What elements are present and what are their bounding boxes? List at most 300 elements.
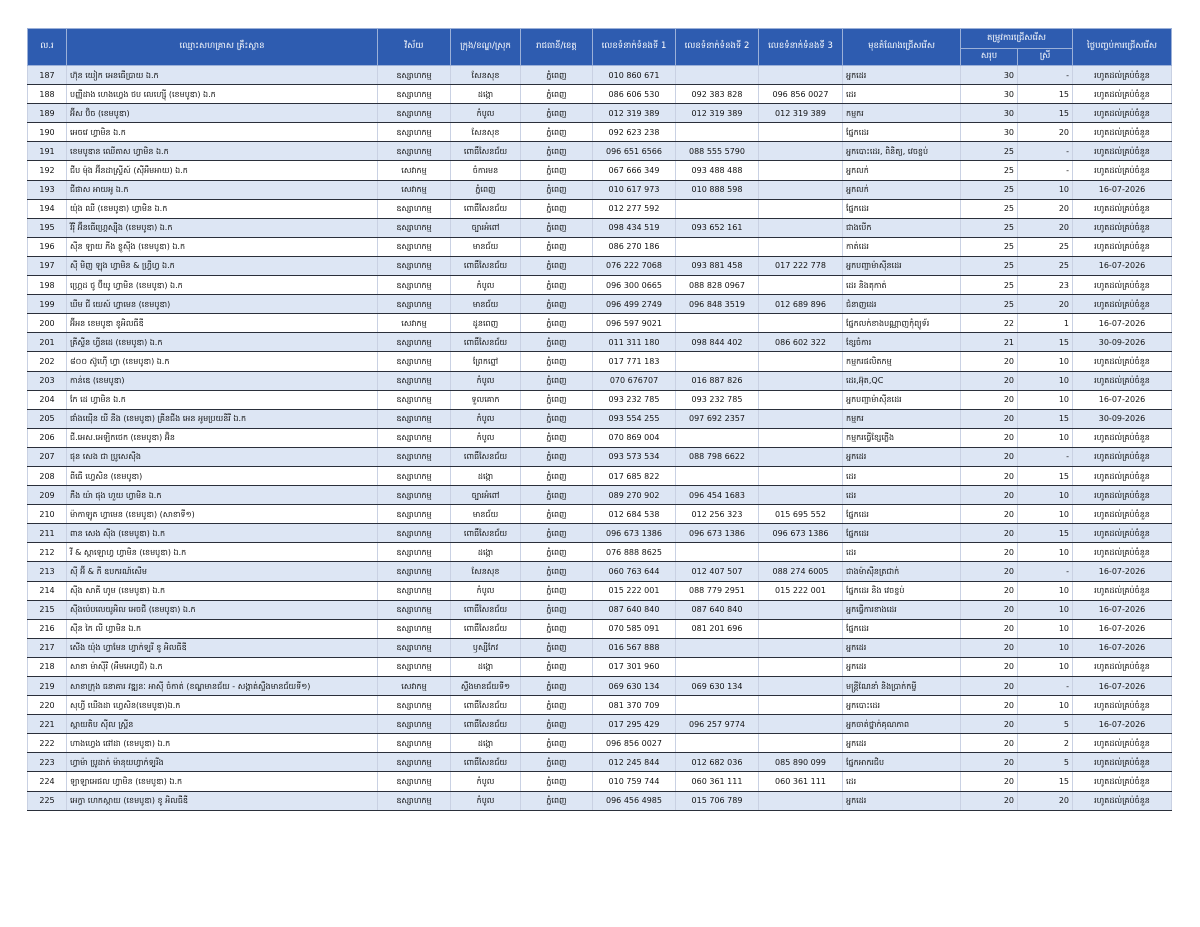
table-row	[28, 600, 1172, 619]
cell-district: ទួលគោក	[451, 390, 521, 409]
cell-no: 215	[28, 600, 67, 619]
cell-company: សាខាក្រុង ធនាគារ វឌ្ឍនៈ អាស៊ី ចំកាត់ (ខណ្ឌមានជ័យ - សង្កាត់ស្ទឹងមានជ័យទី១)	[67, 677, 378, 696]
cell-sector: ឧស្សាហកម្ម	[378, 524, 451, 543]
cell-company: ពាន សេង ស៊ីង (ខេមបូឌា) ឯ.ក	[67, 524, 378, 543]
cell-sector: ឧស្សាហកម្ម	[378, 543, 451, 562]
cell-no: 200	[28, 314, 67, 333]
cell-female: 5	[1018, 753, 1073, 772]
cell-phone1: 070 869 004	[593, 428, 676, 447]
cell-position: ខ្សែចំការ	[843, 333, 961, 352]
cell-total: 20	[961, 772, 1018, 791]
cell-female: 25	[1018, 256, 1073, 275]
cell-phone1: 016 567 888	[593, 638, 676, 657]
cell-total: 20	[961, 505, 1018, 524]
cell-no: 219	[28, 677, 67, 696]
cell-phone1: 076 222 7068	[593, 256, 676, 275]
table-row	[28, 314, 1172, 333]
cell-deadline: រហូតដល់គ្រប់ចំនួន	[1073, 352, 1172, 371]
cell-phone2: 093 232 785	[676, 390, 759, 409]
cell-female: 10	[1018, 505, 1073, 524]
cell-no: 198	[28, 276, 67, 295]
cell-deadline: រហូតដល់គ្រប់ចំនួន	[1073, 696, 1172, 715]
cell-total: 20	[961, 447, 1018, 466]
cell-total: 25	[961, 295, 1018, 314]
cell-deadline: 16-07-2026	[1073, 677, 1172, 696]
cell-phone2: 087 640 840	[676, 600, 759, 619]
cell-deadline: រហូតដល់គ្រប់ចំនួន	[1073, 85, 1172, 104]
cell-sector: ឧស្សាហកម្ម	[378, 581, 451, 600]
cell-position: ដេរ	[843, 85, 961, 104]
cell-phone3	[759, 696, 843, 715]
cell-deadline: រហូតដល់គ្រប់ចំនួន	[1073, 218, 1172, 237]
cell-company: បញ្ញីដាង ហេងហ្វេង ថប លេហ្ស៊ើ (ខេមបូឌា) ឯ.ក	[67, 85, 378, 104]
cell-district: កំបូល	[451, 276, 521, 295]
cell-phone2	[676, 352, 759, 371]
cell-total: 30	[961, 104, 1018, 123]
cell-sector: ឧស្សាហកម្ម	[378, 638, 451, 657]
cell-company: កាន់ឌេ (ខេមបូឌា)	[67, 371, 378, 390]
cell-total: 20	[961, 638, 1018, 657]
cell-company: វីរ៉ី អ៊ីនធើហ្គ្រេស្ស៊ីង (ខេមបូឌា) ឯ.ក	[67, 218, 378, 237]
cell-female: 15	[1018, 466, 1073, 485]
table-row	[28, 505, 1172, 524]
cell-district: ឫស្សីកែវ	[451, 638, 521, 657]
cell-position: ដេរ	[843, 772, 961, 791]
cell-deadline: រហូតដល់គ្រប់ចំនួន	[1073, 486, 1172, 505]
cell-company: ស៊ីន ឡាយ ភីង ខ្លូស៊ីង (ខេមបូឌា) ឯ.ក	[67, 237, 378, 256]
cell-company: ឡាឡាអេផល ហ្វាមិន (ខេមបូឌា) ឯ.ក	[67, 772, 378, 791]
cell-position: ដេរ	[843, 486, 961, 505]
cell-province: ភ្នំពេញ	[521, 524, 593, 543]
cell-phone1: 087 640 840	[593, 600, 676, 619]
cell-company: ជី.អេស.អេឡិកថេក (ខេមបូឌា) អ៊ិន	[67, 428, 378, 447]
cell-phone3: 096 673 1386	[759, 524, 843, 543]
cell-total: 20	[961, 600, 1018, 619]
cell-sector: ឧស្សាហកម្ម	[378, 256, 451, 275]
cell-female: 10	[1018, 390, 1073, 409]
cell-female: -	[1018, 447, 1073, 466]
cell-no: 205	[28, 409, 67, 428]
table-row	[28, 180, 1172, 199]
cell-total: 20	[961, 428, 1018, 447]
cell-total: 20	[961, 715, 1018, 734]
cell-deadline: រហូតដល់គ្រប់ចំនួន	[1073, 753, 1172, 772]
cell-position: អ្នកធ្វើការខាងដេរ	[843, 600, 961, 619]
cell-female: 20	[1018, 295, 1073, 314]
cell-female: -	[1018, 677, 1073, 696]
cell-province: ភ្នំពេញ	[521, 123, 593, 142]
cell-phone1: 070 585 091	[593, 619, 676, 638]
cell-no: 206	[28, 428, 67, 447]
cell-no: 189	[28, 104, 67, 123]
cell-province: ភ្នំពេញ	[521, 734, 593, 753]
cell-female: 10	[1018, 428, 1073, 447]
cell-phone3: 085 890 099	[759, 753, 843, 772]
cell-phone1: 012 245 844	[593, 753, 676, 772]
table-row	[28, 562, 1172, 581]
cell-phone1: 093 232 785	[593, 390, 676, 409]
cell-total: 20	[961, 696, 1018, 715]
cell-province: ភ្នំពេញ	[521, 619, 593, 638]
cell-province: ភ្នំពេញ	[521, 715, 593, 734]
cell-total: 20	[961, 677, 1018, 696]
cell-female: 10	[1018, 581, 1073, 600]
cell-company: ហ្គ្រេដ ថូ ប៊ីយូ ហ្វាមិន (ខេមបូឌា) ឯ.ក	[67, 276, 378, 295]
cell-position: ផ្នែកដេរ	[843, 123, 961, 142]
cell-province: ភ្នំពេញ	[521, 161, 593, 180]
cell-sector: ឧស្សាហកម្ម	[378, 600, 451, 619]
table-row	[28, 333, 1172, 352]
cell-phone2: 098 844 402	[676, 333, 759, 352]
cell-female: 20	[1018, 218, 1073, 237]
cell-no: 222	[28, 734, 67, 753]
cell-province: ភ្នំពេញ	[521, 657, 593, 676]
cell-phone1: 010 860 671	[593, 66, 676, 85]
cell-deadline: រហូតដល់គ្រប់ចំនួន	[1073, 543, 1172, 562]
table-row	[28, 734, 1172, 753]
cell-province: ភ្នំពេញ	[521, 505, 593, 524]
cell-position: អ្នកដេរ	[843, 734, 961, 753]
cell-deadline: រហូតដល់គ្រប់ចំនួន	[1073, 466, 1172, 485]
cell-sector: ឧស្សាហកម្ម	[378, 772, 451, 791]
cell-deadline: រហូតដល់គ្រប់ចំនួន	[1073, 581, 1172, 600]
cell-position: អ្នកបោះដេរ, ពិនិត្យ, វេចខ្ចប់	[843, 142, 961, 161]
cell-province: ភ្នំពេញ	[521, 486, 593, 505]
cell-no: 220	[28, 696, 67, 715]
cell-phone2	[676, 428, 759, 447]
table-row	[28, 581, 1172, 600]
cell-deadline: រហូតដល់គ្រប់ចំនួន	[1073, 772, 1172, 791]
cell-phone2: 093 881 458	[676, 256, 759, 275]
cell-female: 10	[1018, 543, 1073, 562]
cell-phone2: 012 319 389	[676, 104, 759, 123]
cell-phone2	[676, 696, 759, 715]
cell-no: 194	[28, 199, 67, 218]
cell-no: 190	[28, 123, 67, 142]
table-row	[28, 772, 1172, 791]
cell-province: ភ្នំពេញ	[521, 409, 593, 428]
cell-phone2	[676, 66, 759, 85]
cell-deadline: រហូតដល់គ្រប់ចំនួន	[1073, 161, 1172, 180]
cell-phone2	[676, 543, 759, 562]
cell-no: 203	[28, 371, 67, 390]
cell-no: 209	[28, 486, 67, 505]
cell-phone1: 096 597 9021	[593, 314, 676, 333]
cell-province: ភ្នំពេញ	[521, 562, 593, 581]
cell-female: 15	[1018, 409, 1073, 428]
cell-no: 224	[28, 772, 67, 791]
cell-total: 20	[961, 791, 1018, 810]
cell-deadline: 16-07-2026	[1073, 314, 1172, 333]
cell-female: 10	[1018, 180, 1073, 199]
cell-deadline: រហូតដល់គ្រប់ចំនួន	[1073, 237, 1172, 256]
cell-sector: ឧស្សាហកម្ម	[378, 333, 451, 352]
cell-company: ៨០០ ស៊ូហ៊ើ ហ្វា (ខេមបូឌា) ឯ.ក	[67, 352, 378, 371]
cell-deadline: រហូតដល់គ្រប់ចំនួន	[1073, 276, 1172, 295]
cell-position: កម្មករធ្វើខ្សែភ្លើង	[843, 428, 961, 447]
cell-company: ស៊ីន កៃ លី ហ្វាមិន ឯ.ក	[67, 619, 378, 638]
cell-position: ផ្នែកដេរ	[843, 505, 961, 524]
cell-no: 187	[28, 66, 67, 85]
cell-province: ភ្នំពេញ	[521, 314, 593, 333]
cell-phone2	[676, 237, 759, 256]
cell-deadline: រហូតដល់គ្រប់ចំនួន	[1073, 791, 1172, 810]
cell-female: 10	[1018, 638, 1073, 657]
cell-female: 20	[1018, 123, 1073, 142]
cell-female: 10	[1018, 696, 1073, 715]
cell-position: ដេរ និងតុកាត់	[843, 276, 961, 295]
cell-total: 25	[961, 199, 1018, 218]
cell-company: វី & ស្ពាឡោហ្វ ហ្វាមិន (ខេមបូឌា) ឯ.ក	[67, 543, 378, 562]
cell-total: 20	[961, 371, 1018, 390]
cell-deadline: រហូតដល់គ្រប់ចំនួន	[1073, 428, 1172, 447]
cell-company: អេចវេ ហ្វាមិន ឯ.ក	[67, 123, 378, 142]
cell-sector: ឧស្សាហកម្ម	[378, 295, 451, 314]
cell-phone1: 076 888 8625	[593, 543, 676, 562]
cell-phone1: 081 370 709	[593, 696, 676, 715]
table-row	[28, 371, 1172, 390]
cell-district: ពោធិ៍សែនជ័យ	[451, 600, 521, 619]
cell-total: 20	[961, 734, 1018, 753]
cell-total: 30	[961, 123, 1018, 142]
cell-district: ពោធិ៍សែនជ័យ	[451, 715, 521, 734]
cell-district: ពោធិ៍សែនជ័យ	[451, 753, 521, 772]
header-province: រាជធានី/ខេត្ត	[521, 29, 593, 66]
cell-phone3	[759, 314, 843, 333]
cell-sector: ឧស្សាហកម្ម	[378, 466, 451, 485]
table-row	[28, 409, 1172, 428]
cell-total: 21	[961, 333, 1018, 352]
cell-district: កំបូល	[451, 772, 521, 791]
cell-phone2	[676, 466, 759, 485]
cell-company: អ៊ីស ប៊ិច (ខេមបូឌា)	[67, 104, 378, 123]
cell-district: ច្បារអំពៅ	[451, 486, 521, 505]
cell-district: កំបូល	[451, 104, 521, 123]
cell-position: អ្នកបញ្ជាម៉ាស៊ីនដេរ	[843, 390, 961, 409]
cell-province: ភ្នំពេញ	[521, 352, 593, 371]
cell-district: ដង្កោ	[451, 734, 521, 753]
cell-province: ភ្នំពេញ	[521, 371, 593, 390]
table-row	[28, 123, 1172, 142]
cell-district: ពោធិ៍សែនជ័យ	[451, 142, 521, 161]
cell-total: 30	[961, 66, 1018, 85]
cell-district: មានជ័យ	[451, 237, 521, 256]
cell-female: 15	[1018, 772, 1073, 791]
cell-phone3	[759, 543, 843, 562]
cell-deadline: រហូតដល់គ្រប់ចំនួន	[1073, 66, 1172, 85]
cell-female: 15	[1018, 85, 1073, 104]
cell-deadline: រហូតដល់គ្រប់ចំនួន	[1073, 524, 1172, 543]
cell-no: 211	[28, 524, 67, 543]
cell-deadline: 16-07-2026	[1073, 180, 1172, 199]
cell-position: អ្នកដេរ	[843, 447, 961, 466]
cell-phone2: 016 887 826	[676, 371, 759, 390]
cell-company: ហាងហ្វេង ផៅដា (ខេមបូឌា) ឯ.ក	[67, 734, 378, 753]
cell-phone3: 088 274 6005	[759, 562, 843, 581]
cell-sector: ឧស្សាហកម្ម	[378, 409, 451, 428]
cell-no: 217	[28, 638, 67, 657]
cell-sector: ឧស្សាហកម្ម	[378, 428, 451, 447]
cell-district: ពោធិ៍សែនជ័យ	[451, 619, 521, 638]
cell-province: ភ្នំពេញ	[521, 638, 593, 657]
cell-district: ដង្កោ	[451, 466, 521, 485]
table-row	[28, 466, 1172, 485]
table-row	[28, 791, 1172, 810]
cell-phone2: 015 706 789	[676, 791, 759, 810]
cell-phone2: 093 488 488	[676, 161, 759, 180]
cell-position: ផ្នែកអាករជិប	[843, 753, 961, 772]
cell-company: ស៊ី មិញ ឡុង ហ្វាមិន & ហ្វ្រីហ្វ ឯ.ក	[67, 256, 378, 275]
cell-phone3	[759, 66, 843, 85]
cell-position: អ្នកដេរ	[843, 66, 961, 85]
cell-phone3	[759, 466, 843, 485]
cell-female: 20	[1018, 791, 1073, 810]
cell-phone1: 012 319 389	[593, 104, 676, 123]
cell-district: ព្រែកព្នៅ	[451, 352, 521, 371]
job-vacancy-table	[27, 28, 1172, 811]
cell-deadline: រហូតដល់គ្រប់ចំនួន	[1073, 447, 1172, 466]
cell-district: កំបូល	[451, 791, 521, 810]
cell-position: ដេរ	[843, 543, 961, 562]
cell-company: សាខា ម៉ាស៊ីរី (អឹមអេហ្វជី) ឯ.ក	[67, 657, 378, 676]
cell-province: ភ្នំពេញ	[521, 142, 593, 161]
cell-female: 20	[1018, 199, 1073, 218]
cell-phone2	[676, 123, 759, 142]
cell-phone3	[759, 276, 843, 295]
cell-female: 25	[1018, 237, 1073, 256]
table-row	[28, 85, 1172, 104]
cell-female: 10	[1018, 619, 1073, 638]
cell-sector: ឧស្សាហកម្ម	[378, 619, 451, 638]
cell-no: 223	[28, 753, 67, 772]
cell-total: 20	[961, 543, 1018, 562]
cell-female: 5	[1018, 715, 1073, 734]
cell-phone2: 093 652 161	[676, 218, 759, 237]
table-row	[28, 161, 1172, 180]
cell-phone3: 086 602 322	[759, 333, 843, 352]
cell-no: 188	[28, 85, 67, 104]
cell-total: 20	[961, 562, 1018, 581]
cell-phone3	[759, 142, 843, 161]
cell-position: កម្មករ	[843, 104, 961, 123]
cell-district: ពោធិ៍សែនជ័យ	[451, 447, 521, 466]
cell-phone3	[759, 161, 843, 180]
header-district: ក្រុង/ខណ្ឌ/ស្រុក	[451, 29, 521, 66]
cell-no: 202	[28, 352, 67, 371]
cell-phone3	[759, 237, 843, 256]
cell-phone1: 012 277 592	[593, 199, 676, 218]
cell-no: 196	[28, 237, 67, 256]
cell-province: ភ្នំពេញ	[521, 276, 593, 295]
cell-province: ភ្នំពេញ	[521, 772, 593, 791]
cell-phone2: 088 828 0967	[676, 276, 759, 295]
cell-position: អ្នកបោះដេរ	[843, 696, 961, 715]
cell-female: 15	[1018, 524, 1073, 543]
table-row	[28, 276, 1172, 295]
cell-phone3	[759, 734, 843, 753]
cell-phone2	[676, 314, 759, 333]
cell-district: ដង្កោ	[451, 657, 521, 676]
cell-company: ស៊ីង សាគី ហូម (ខេមបូឌា) ឯ.ក	[67, 581, 378, 600]
cell-total: 30	[961, 85, 1018, 104]
cell-phone3	[759, 123, 843, 142]
cell-position: កម្មករផលិតកម្ម	[843, 352, 961, 371]
cell-company: ស្ពាយតិប ស៊ីល ស្ត្រីន	[67, 715, 378, 734]
table-row	[28, 619, 1172, 638]
cell-phone2: 088 779 2951	[676, 581, 759, 600]
cell-no: 218	[28, 657, 67, 676]
cell-position: កម្មករ	[843, 409, 961, 428]
cell-phone3	[759, 486, 843, 505]
cell-total: 25	[961, 142, 1018, 161]
cell-female: 23	[1018, 276, 1073, 295]
cell-total: 25	[961, 180, 1018, 199]
cell-sector: ឧស្សាហកម្ម	[378, 734, 451, 753]
cell-female: -	[1018, 562, 1073, 581]
cell-phone1: 070 676707	[593, 371, 676, 390]
cell-sector: ឧស្សាហកម្ម	[378, 696, 451, 715]
cell-province: ភ្នំពេញ	[521, 256, 593, 275]
table-row	[28, 390, 1172, 409]
cell-phone1: 017 295 429	[593, 715, 676, 734]
cell-female: 10	[1018, 371, 1073, 390]
cell-province: ភ្នំពេញ	[521, 447, 593, 466]
cell-female: -	[1018, 161, 1073, 180]
table-row	[28, 715, 1172, 734]
cell-position: ផ្នែកដេរ និង វេចខ្ចប់	[843, 581, 961, 600]
cell-no: 192	[28, 161, 67, 180]
cell-phone1: 010 617 973	[593, 180, 676, 199]
cell-district: កំបូល	[451, 409, 521, 428]
cell-province: ភ្នំពេញ	[521, 66, 593, 85]
table-row	[28, 256, 1172, 275]
cell-deadline: 16-07-2026	[1073, 562, 1172, 581]
cell-sector: ឧស្សាហកម្ម	[378, 715, 451, 734]
cell-phone3	[759, 715, 843, 734]
cell-no: 195	[28, 218, 67, 237]
cell-phone1: 012 684 538	[593, 505, 676, 524]
cell-phone2	[676, 638, 759, 657]
header-phone2: លេខទំនាក់ទំនងទី 2	[676, 29, 759, 66]
cell-district: ដូនពេញ	[451, 314, 521, 333]
cell-total: 25	[961, 237, 1018, 256]
cell-company: ខេមបូឌាន ឈើតាស ហ្វាមិន ឯ.ក	[67, 142, 378, 161]
cell-sector: ឧស្សាហកម្ម	[378, 352, 451, 371]
table-row	[28, 352, 1172, 371]
table-row	[28, 753, 1172, 772]
cell-province: ភ្នំពេញ	[521, 543, 593, 562]
cell-phone2: 096 454 1683	[676, 486, 759, 505]
cell-province: ភ្នំពេញ	[521, 199, 593, 218]
cell-phone2: 088 798 6622	[676, 447, 759, 466]
cell-company: យ៉ុង ឈី (ខេមបូឌា) ហ្វាមិន ឯ.ក	[67, 199, 378, 218]
cell-phone1: 096 456 4985	[593, 791, 676, 810]
cell-sector: ឧស្សាហកម្ម	[378, 199, 451, 218]
cell-sector: ឧស្សាហកម្ម	[378, 104, 451, 123]
cell-position: អ្នកដេរ	[843, 791, 961, 810]
cell-deadline: 16-07-2026	[1073, 638, 1172, 657]
cell-phone2: 081 201 696	[676, 619, 759, 638]
cell-position: អ្នកបញ្ជាម៉ាស៊ីនដេរ	[843, 256, 961, 275]
cell-female: 15	[1018, 333, 1073, 352]
cell-position: ជំនាញដេរ	[843, 295, 961, 314]
cell-phone1: 096 673 1386	[593, 524, 676, 543]
cell-phone2: 096 848 3519	[676, 295, 759, 314]
cell-no: 197	[28, 256, 67, 275]
cell-total: 20	[961, 657, 1018, 676]
cell-phone1: 017 771 183	[593, 352, 676, 371]
cell-phone1: 011 311 180	[593, 333, 676, 352]
